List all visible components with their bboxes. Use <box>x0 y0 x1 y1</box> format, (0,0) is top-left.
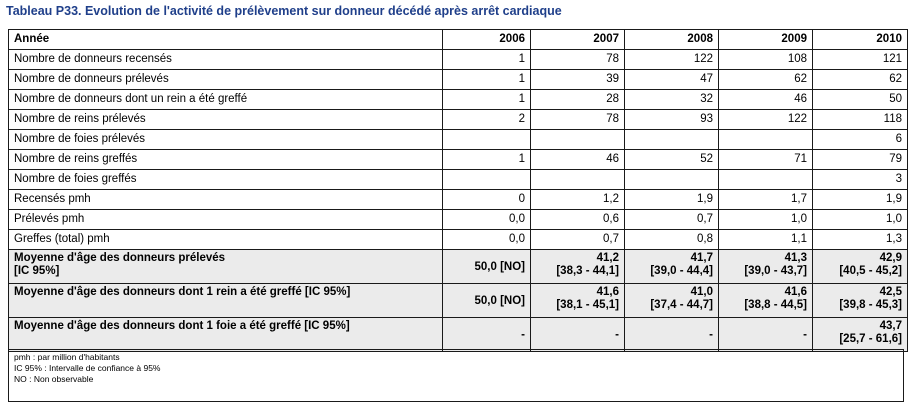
table-cell <box>531 318 625 352</box>
row-label: Recensés pmh <box>9 190 443 210</box>
confidence-interval: [39,0 - 43,7] <box>744 265 807 277</box>
table-row <box>9 50 908 70</box>
row-label <box>9 250 443 284</box>
row-label: Nombre de foies greffés <box>9 170 443 190</box>
table-row <box>9 110 908 130</box>
table-cell <box>625 250 719 284</box>
table-row <box>9 170 908 190</box>
table-cell: 0,0 <box>443 230 531 250</box>
row-label-line: Moyenne d'âge des donneurs prélevés <box>14 252 226 264</box>
footnote: NO : Non observable <box>14 374 94 384</box>
table-cell: 121 <box>813 50 908 70</box>
confidence-interval: [38,3 - 44,1] <box>556 265 619 277</box>
table-row <box>9 70 908 90</box>
table-cell <box>719 170 813 190</box>
table-cell: 122 <box>719 110 813 130</box>
mean-value: 42,9 <box>879 252 902 264</box>
table-cell: 0,0 <box>443 210 531 230</box>
table-cell <box>813 250 908 284</box>
table-cell: 47 <box>625 70 719 90</box>
table-cell: 50 <box>813 90 908 110</box>
table-cell: 118 <box>813 110 908 130</box>
summary-row <box>9 284 908 318</box>
table-cell: 1,9 <box>625 190 719 210</box>
table-cell: 93 <box>625 110 719 130</box>
table-cell <box>719 284 813 318</box>
table-cell: 71 <box>719 150 813 170</box>
summary-row <box>9 250 908 284</box>
data-table <box>8 29 908 352</box>
column-header: 2007 <box>531 30 625 50</box>
row-label <box>9 318 443 352</box>
table-cell: 3 <box>813 170 908 190</box>
mean-value: 50,0 [NO] <box>474 295 525 307</box>
table-cell <box>443 170 531 190</box>
row-label: Nombre de reins prélevés <box>9 110 443 130</box>
table-cell: 122 <box>625 50 719 70</box>
row-label: Nombre de donneurs dont un rein a été greffé <box>9 90 443 110</box>
confidence-interval: [38,1 - 45,1] <box>556 299 619 311</box>
column-header: 2008 <box>625 30 719 50</box>
mean-value: 41,0 <box>690 286 713 298</box>
row-label-line: [IC 95%] <box>14 265 60 277</box>
table-cell: 28 <box>531 90 625 110</box>
table-cell: 1,2 <box>531 190 625 210</box>
table-cell <box>443 284 531 318</box>
table-cell <box>531 250 625 284</box>
table-cell: 0 <box>443 190 531 210</box>
confidence-interval: [25,7 - 61,6] <box>839 333 902 345</box>
row-label: Prélevés pmh <box>9 210 443 230</box>
row-label <box>9 284 443 318</box>
mean-value: - <box>521 329 525 341</box>
table-cell: 39 <box>531 70 625 90</box>
table-cell: 1 <box>443 150 531 170</box>
header-row <box>9 30 908 50</box>
footnotes <box>8 349 904 402</box>
footnote: pmh : par million d'habitants <box>14 352 120 362</box>
table-cell: 1,0 <box>813 210 908 230</box>
confidence-interval: [37,4 - 44,7] <box>650 299 713 311</box>
table-cell <box>443 250 531 284</box>
row-label: Nombre de foies prélevés <box>9 130 443 150</box>
mean-value: 50,0 [NO] <box>474 261 525 273</box>
summary-row <box>9 318 908 352</box>
table-cell <box>719 130 813 150</box>
table-cell: 0,7 <box>625 210 719 230</box>
row-label: Nombre de donneurs recensés <box>9 50 443 70</box>
table-cell: 0,8 <box>625 230 719 250</box>
table-cell <box>813 318 908 352</box>
column-header: 2006 <box>443 30 531 50</box>
row-label: Nombre de donneurs prélevés <box>9 70 443 90</box>
confidence-interval: [38,8 - 44,5] <box>744 299 807 311</box>
row-label: Nombre de reins greffés <box>9 150 443 170</box>
table-cell <box>531 284 625 318</box>
table-cell <box>531 170 625 190</box>
table-cell <box>625 170 719 190</box>
table-cell: 108 <box>719 50 813 70</box>
table-cell: 79 <box>813 150 908 170</box>
table-cell <box>719 318 813 352</box>
table-cell <box>625 130 719 150</box>
table-cell <box>625 284 719 318</box>
mean-value: 43,7 <box>879 320 902 332</box>
table-row <box>9 210 908 230</box>
table-title: Tableau P33. Evolution de l'activité de prélèvement sur donneur décédé après arrêt cardiaque <box>6 4 562 18</box>
table-cell <box>719 250 813 284</box>
table-cell: 78 <box>531 50 625 70</box>
mean-value: 41,2 <box>596 252 619 264</box>
table-cell <box>443 130 531 150</box>
table-cell: 78 <box>531 110 625 130</box>
table-row <box>9 190 908 210</box>
table-cell: 46 <box>531 150 625 170</box>
table-cell <box>531 130 625 150</box>
mean-value: - <box>615 329 619 341</box>
table-cell: 1,3 <box>813 230 908 250</box>
table-cell <box>813 284 908 318</box>
table-row <box>9 150 908 170</box>
table-cell: 1,9 <box>813 190 908 210</box>
mean-value: 42,5 <box>879 286 902 298</box>
table-cell: 1 <box>443 50 531 70</box>
table-cell <box>443 318 531 352</box>
table-cell: 1,0 <box>719 210 813 230</box>
table-cell: 6 <box>813 130 908 150</box>
table-cell: 2 <box>443 110 531 130</box>
mean-value: - <box>709 329 713 341</box>
table-cell: 1 <box>443 70 531 90</box>
table-row <box>9 90 908 110</box>
column-header: Année <box>9 30 443 50</box>
table-cell: 1 <box>443 90 531 110</box>
table-cell: 0,7 <box>531 230 625 250</box>
mean-value: 41,3 <box>784 252 807 264</box>
table-cell: 1,7 <box>719 190 813 210</box>
table-cell: 1,1 <box>719 230 813 250</box>
table-cell: 52 <box>625 150 719 170</box>
table-cell: 32 <box>625 90 719 110</box>
row-label: Greffes (total) pmh <box>9 230 443 250</box>
column-header: 2009 <box>719 30 813 50</box>
table-cell: 62 <box>813 70 908 90</box>
confidence-interval: [40,5 - 45,2] <box>839 265 902 277</box>
table-row <box>9 130 908 150</box>
footnote: IC 95% : Intervalle de confiance à 95% <box>14 363 161 373</box>
confidence-interval: [39,8 - 45,3] <box>839 299 902 311</box>
row-label-line: Moyenne d'âge des donneurs dont 1 rein a été greffé [IC 95%] <box>14 286 351 298</box>
table-cell <box>625 318 719 352</box>
confidence-interval: [39,0 - 44,4] <box>650 265 713 277</box>
column-header: 2010 <box>813 30 908 50</box>
mean-value: - <box>803 329 807 341</box>
mean-value: 41,6 <box>596 286 619 298</box>
mean-value: 41,7 <box>690 252 713 264</box>
table-cell: 62 <box>719 70 813 90</box>
table-row <box>9 230 908 250</box>
mean-value: 41,6 <box>784 286 807 298</box>
table-cell: 0,6 <box>531 210 625 230</box>
row-label-line: Moyenne d'âge des donneurs dont 1 foie a été greffé [IC 95%] <box>14 320 350 332</box>
table-cell: 46 <box>719 90 813 110</box>
